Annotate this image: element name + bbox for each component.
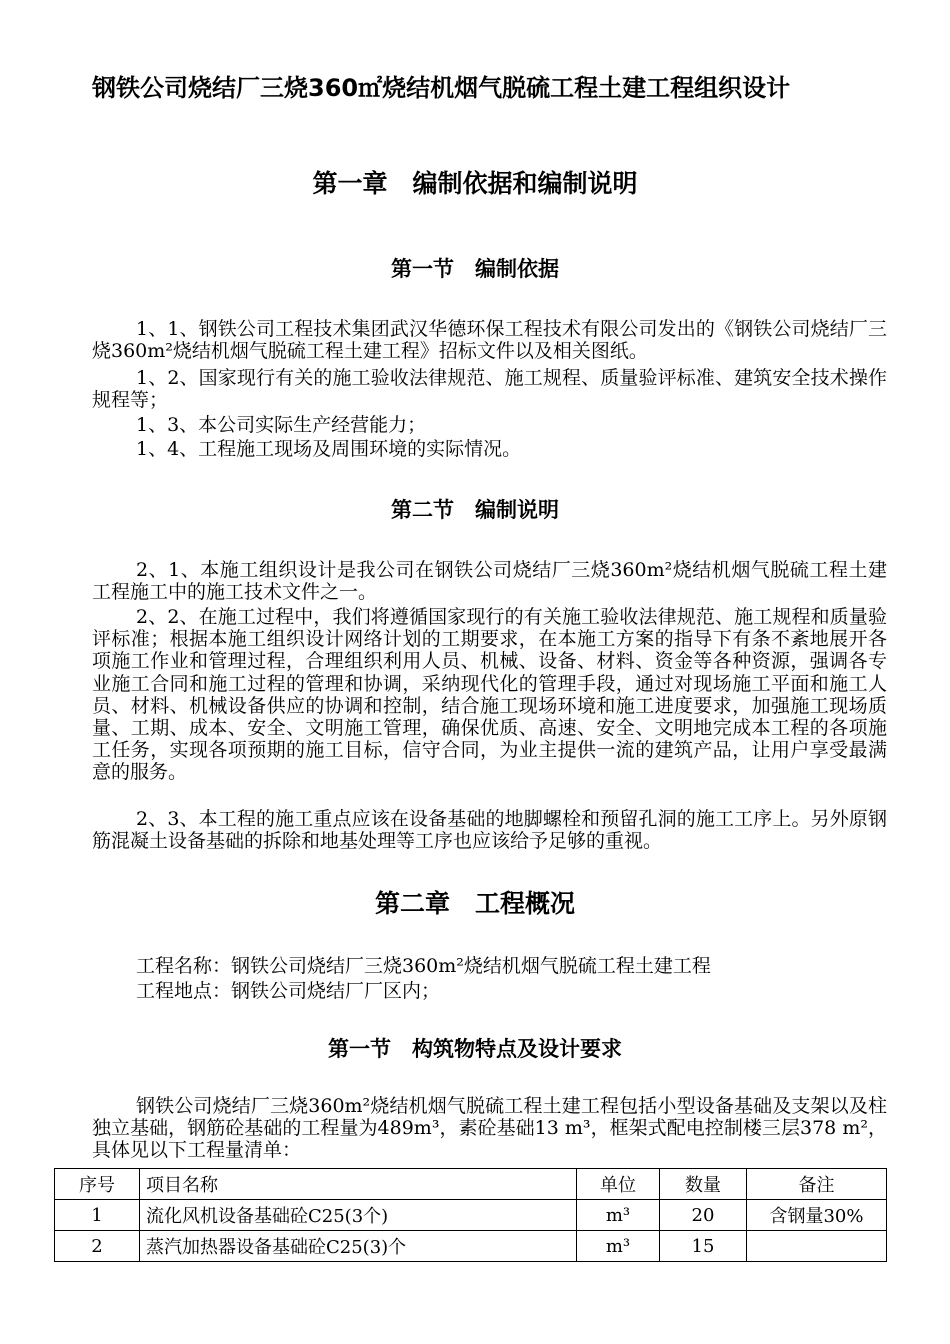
cell-no: 2 <box>55 1231 140 1262</box>
document-title: 钢铁公司烧结厂三烧360㎡烧结机烟气脱硫工程土建工程组织设计 <box>92 74 791 102</box>
clause-1-3: 1、3、本公司实际生产经营能力； <box>136 414 427 436</box>
chapter-1-section-2-heading: 第二节 编制说明 <box>391 498 559 522</box>
cell-unit: m³ <box>577 1200 660 1231</box>
header-no: 序号 <box>55 1169 140 1200</box>
chapter-1-section-1-heading: 第一节 编制依据 <box>391 257 559 281</box>
cell-remark <box>747 1231 887 1262</box>
table-row <box>55 1200 887 1231</box>
clause-1-2: 1、2、国家现行有关的施工验收法律规范、施工规程、质量验评标准、建筑安全技术操作规程等； <box>92 367 887 412</box>
table-row <box>55 1231 887 1262</box>
cell-quantity: 20 <box>660 1200 747 1231</box>
clause-2-2: 2、2、在施工过程中，我们将遵循国家现行的有关施工验收法律规范、施工规程和质量验评标准；根据本施工组织设计网络计划的工期要求，在本施工方案的指导下有条不紊地展开各项施工作业和管理过程，合理组织利用人员、机械、设备、材料、资金等各种资源，强调各专业施工合同和施工过程的管理和协调，采纳现代化的管理手段，通过对现场施工平面和施工人员、材料、机械设备供应的协调和控制，结合施工现场环境和施工进度要求，加强施工现场质量、工期、成本、安全、文明施工管理，确保优质、高速、安全、文明地完成本工程的各项施工任务，实现各项预期的施工目标，信守合同，为业主提供一流的建筑产品，让用户享受最满意的服务。 <box>92 606 887 784</box>
cell-quantity: 15 <box>660 1231 747 1262</box>
project-name: 工程名称：钢铁公司烧结厂三烧360m²烧结机烟气脱硫工程土建工程 <box>136 955 711 977</box>
header-quantity: 数量 <box>660 1169 747 1200</box>
header-remark: 备注 <box>747 1169 887 1200</box>
clause-1-1: 1、1、钢铁公司工程技术集团武汉华德环保工程技术有限公司发出的《钢铁公司烧结厂三烧360m²烧结机烟气脱硫工程土建工程》招标文件以及相关图纸。 <box>92 318 887 363</box>
clause-2-1: 2、1、本施工组织设计是我公司在钢铁公司烧结厂三烧360m²烧结机烟气脱硫工程土建工程施工中的施工技术文件之一。 <box>92 559 887 604</box>
project-location: 工程地点：钢铁公司烧结厂厂区内； <box>136 980 441 1002</box>
cell-no: 1 <box>55 1200 140 1231</box>
table-header-row <box>55 1169 887 1200</box>
cell-item-name: 流化风机设备基础砼C25(3个) <box>140 1200 577 1231</box>
cell-remark: 含钢量30% <box>747 1200 887 1231</box>
cell-item-name: 蒸汽加热器设备基础砼C25(3)个 <box>140 1231 577 1262</box>
structure-description: 钢铁公司烧结厂三烧360m²烧结机烟气脱硫工程土建工程包括小型设备基础及支架以及柱独立基础，钢筋砼基础的工程量为489m³，素砼基础13 m³，框架式配电控制楼三层378 m²，具体见以下工程量清单： <box>92 1095 887 1162</box>
quantity-table <box>54 1168 887 1262</box>
chapter-1-heading: 第一章 编制依据和编制说明 <box>312 169 638 198</box>
clause-2-3: 2、3、本工程的施工重点应该在设备基础的地脚螺栓和预留孔洞的施工工序上。另外原钢筋混凝土设备基础的拆除和地基处理等工序也应该给予足够的重视。 <box>92 808 887 853</box>
header-unit: 单位 <box>577 1169 660 1200</box>
cell-unit: m³ <box>577 1231 660 1262</box>
chapter-2-heading: 第二章 工程概况 <box>374 889 575 918</box>
clause-1-4: 1、4、工程施工现场及周围环境的实际情况。 <box>136 438 522 460</box>
chapter-2-section-1-heading: 第一节 构筑物特点及设计要求 <box>328 1037 622 1061</box>
header-item-name: 项目名称 <box>140 1169 577 1200</box>
